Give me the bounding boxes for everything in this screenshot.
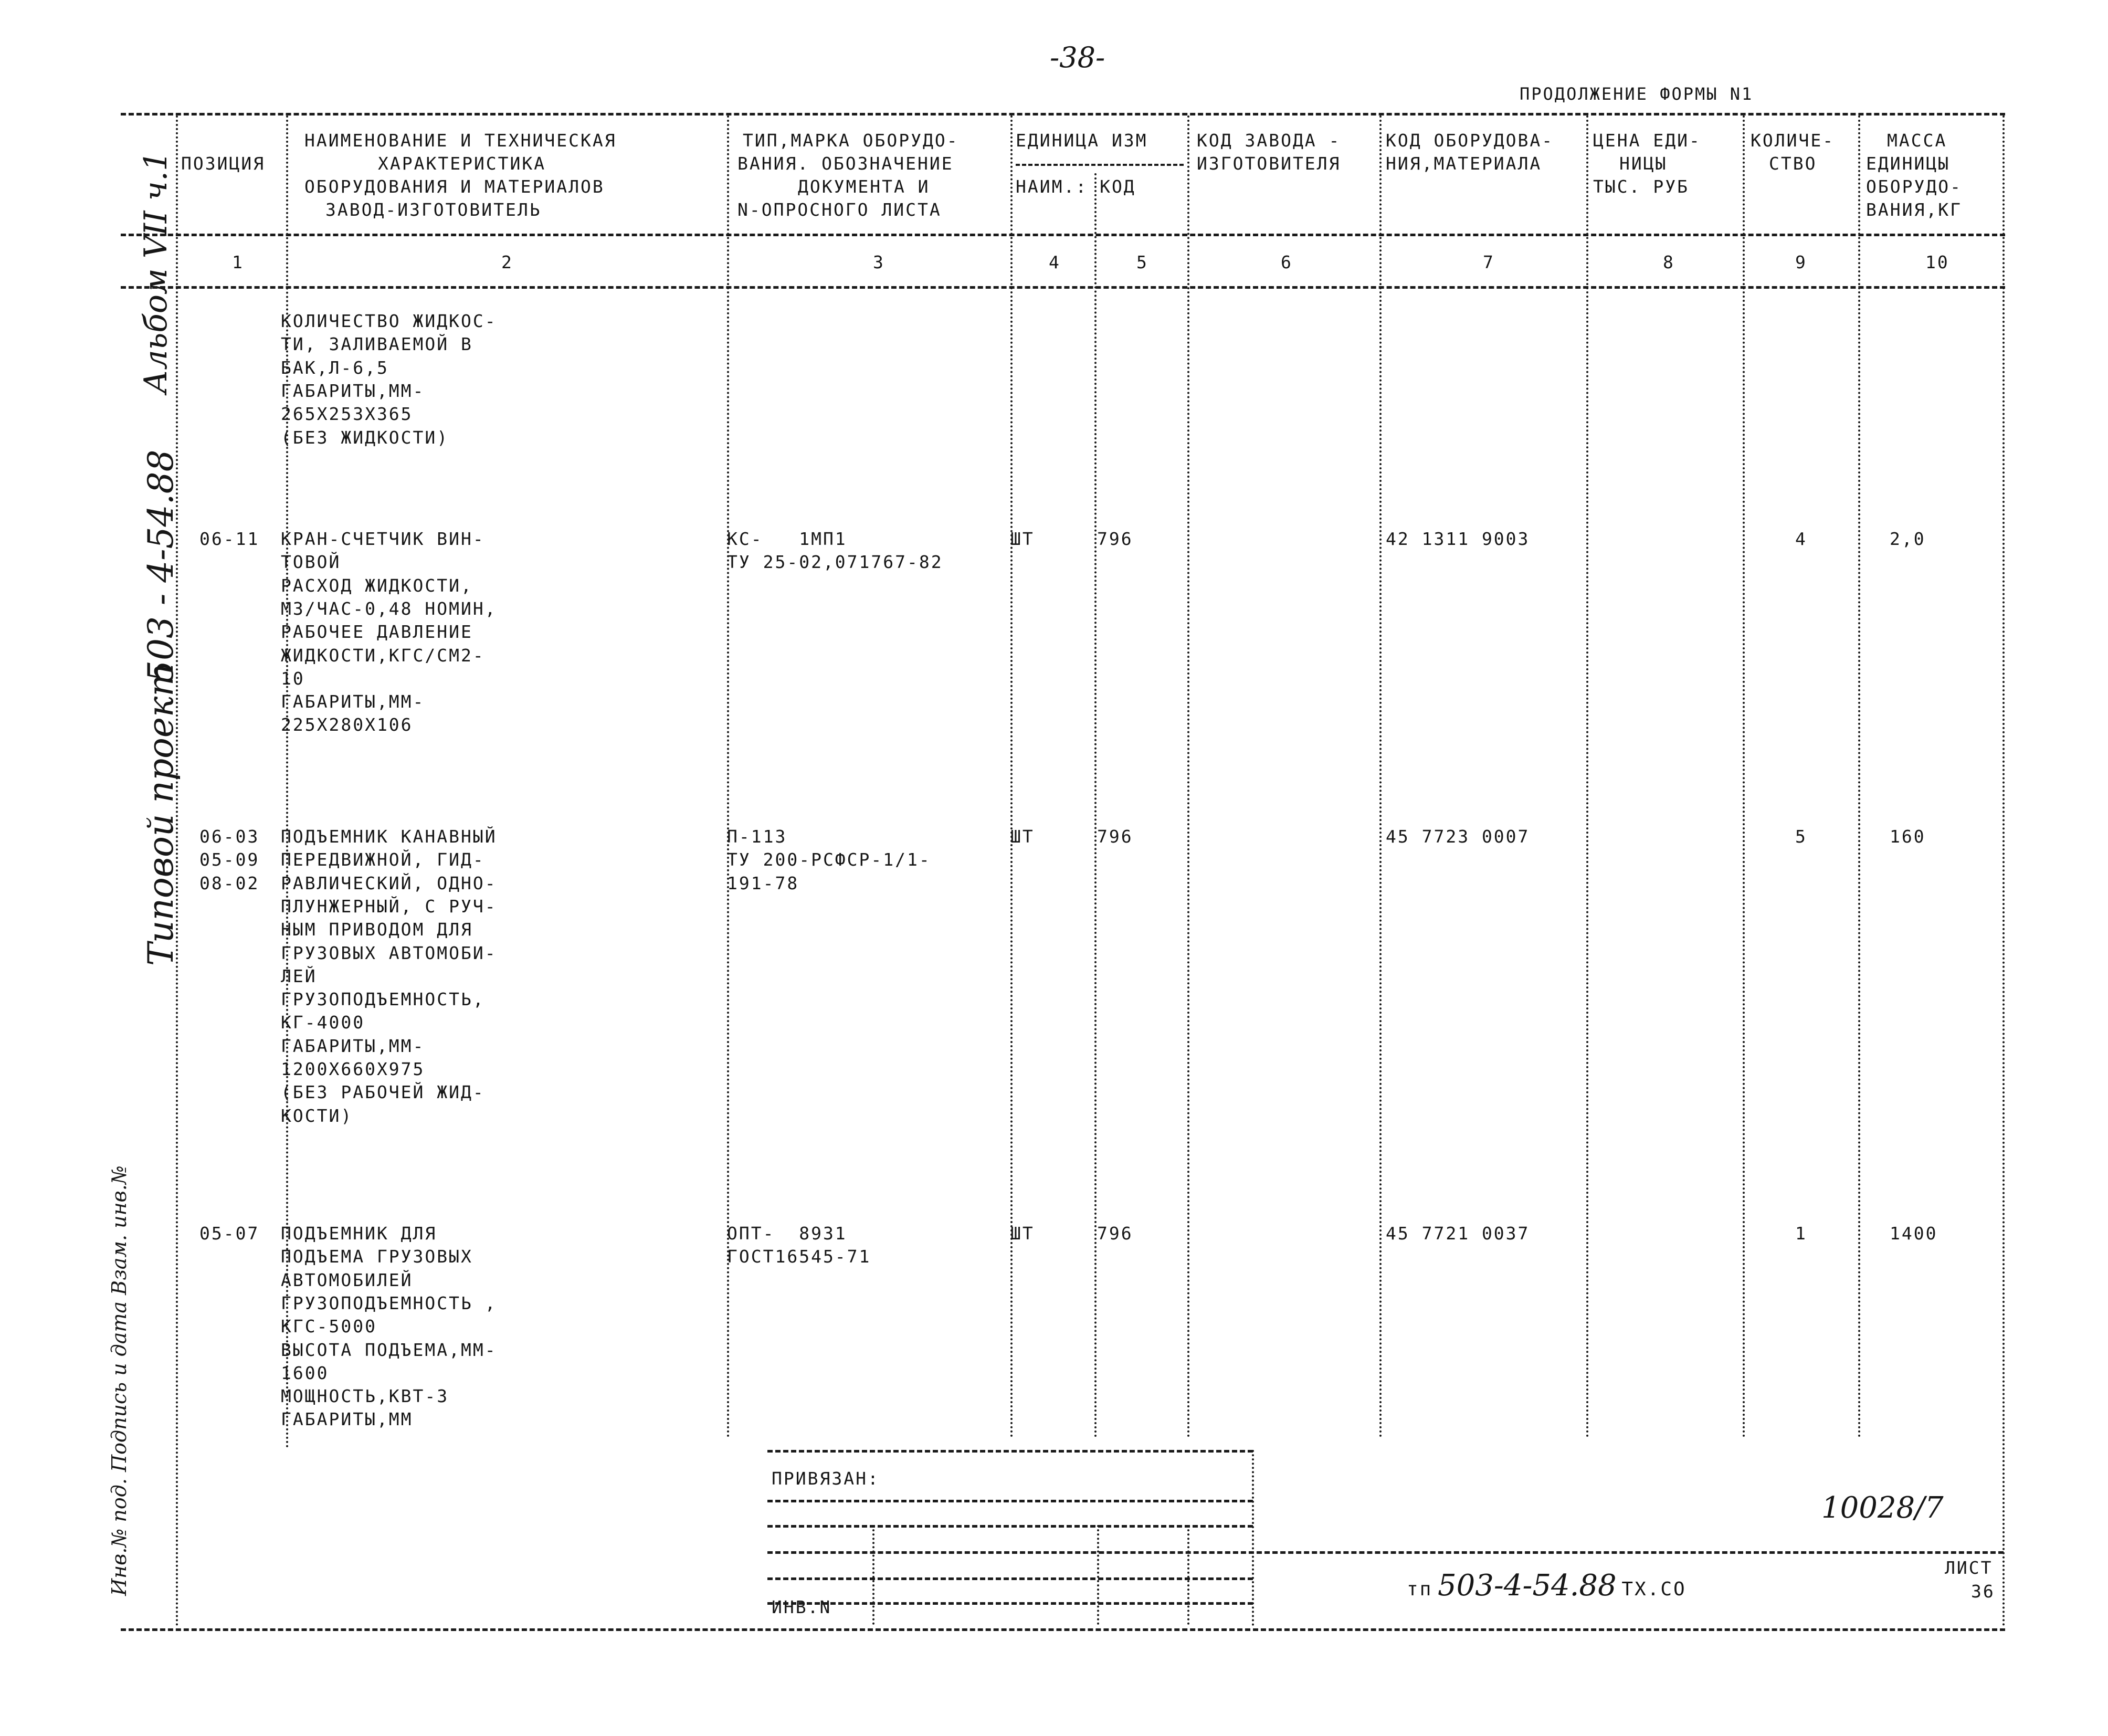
col-number-8: 8 — [1663, 252, 1675, 272]
header-name-1: НАИМЕНОВАНИЕ И ТЕХНИЧЕСКАЯ — [304, 130, 617, 151]
item-type-line: КС- 1МП1 — [727, 529, 847, 549]
unit-name: ШТ — [1010, 826, 1035, 847]
project-code: 503 - 4-54.88 — [141, 449, 181, 682]
header-name-2: ХАРАКТЕРИСТИКА — [378, 153, 546, 174]
inv-label: ИНВ.N — [772, 1597, 832, 1617]
col-number-10: 10 — [1925, 252, 1949, 272]
header-mass-2: ЕДИНИЦЫ — [1866, 153, 1951, 174]
position-code: 05-07 — [199, 1223, 260, 1244]
col-sep-6 — [1379, 115, 1382, 1438]
item-description-line: ВЫСОТА ПОДЪЕМА,ММ- — [281, 1339, 497, 1360]
item-type-line: 191-78 — [727, 872, 799, 893]
table-bottom-rule — [121, 1628, 2005, 1631]
table-top-rule — [121, 113, 2005, 115]
item-description-line: (БЕЗ ЖИДКОСТИ) — [281, 427, 449, 448]
col-sep-0 — [176, 115, 178, 1627]
col-sep-7 — [1586, 115, 1588, 1438]
header-qty-2: СТВО — [1769, 153, 1817, 174]
equipment-code: 45 7723 0007 — [1386, 826, 1530, 847]
quantity: 4 — [1795, 529, 1807, 549]
album-label: Альбом VII ч.1 — [138, 151, 174, 394]
stamp-rule-6 — [767, 1602, 1253, 1605]
header-factory-code-2: ИЗГОТОВИТЕЛЯ — [1197, 153, 1341, 174]
header-position: ПОЗИЦИЯ — [181, 153, 266, 174]
document-number: 10028/7 — [1821, 1491, 1944, 1525]
header-bottom-rule — [121, 234, 2005, 236]
equipment-code: 45 7721 0037 — [1386, 1223, 1530, 1244]
column-numbers-rule — [121, 286, 2005, 289]
item-description-line: АВТОМОБИЛЕЙ — [281, 1269, 413, 1290]
project-doc-code — [1407, 1569, 1687, 1603]
item-description-line: КРАН-СЧЕТЧИК ВИН- — [281, 529, 485, 549]
stamp-sep-a — [872, 1525, 874, 1625]
stamp-sep-d — [1252, 1450, 1254, 1626]
item-description-line: ПОДЪЕМНИК КАНАВНЫЙ — [281, 826, 497, 847]
stamp-rule-5 — [767, 1577, 1253, 1580]
col-number-3: 3 — [873, 252, 885, 272]
item-description-line: РАСХОД ЖИДКОСТИ, — [281, 575, 473, 596]
header-unit-2: НАИМ.: КОД — [1016, 176, 1136, 197]
item-description-line: ПЛУНЖЕРНЫЙ, С РУЧ- — [281, 896, 497, 917]
item-description-line: 1600 — [281, 1362, 329, 1383]
col-number-2: 2 — [501, 252, 513, 272]
item-description-line: ГАБАРИТЫ,ММ — [281, 1409, 413, 1430]
header-unit-1: ЕДИНИЦА ИЗМ — [1016, 130, 1148, 151]
col-sep-9 — [1858, 115, 1860, 1438]
header-equip-code-2: НИЯ,МАТЕРИАЛА — [1386, 153, 1542, 174]
unit-code: 796 — [1097, 826, 1133, 847]
item-description-line: М3/ЧАС-0,48 НОМИН, — [281, 598, 497, 619]
item-description-line: (БЕЗ РАБОЧЕЙ ЖИД- — [281, 1082, 485, 1103]
unit-name: ШТ — [1010, 1223, 1035, 1244]
item-description-line: НЫМ ПРИВОДОМ ДЛЯ — [281, 919, 473, 940]
item-description-line: 265Х253Х365 — [281, 404, 413, 425]
item-description-line: ПОДЪЕМНИК ДЛЯ — [281, 1223, 437, 1244]
header-unit-rule — [1016, 164, 1184, 166]
item-description-line: 225Х280Х106 — [281, 714, 413, 735]
header-type-2: ВАНИЯ. ОБОЗНАЧЕНИЕ — [737, 153, 954, 174]
item-type-line: ГОСТ16545-71 — [727, 1246, 871, 1267]
col-number-4: 4 — [1049, 252, 1061, 272]
header-type-3: ДОКУМЕНТА И — [798, 176, 930, 197]
equipment-code: 42 1311 9003 — [1386, 529, 1530, 549]
unit-code: 796 — [1097, 529, 1133, 549]
col-number-9: 9 — [1795, 252, 1807, 272]
quantity: 5 — [1795, 826, 1807, 847]
doc-code-prefix: тп — [1407, 1579, 1433, 1600]
item-description-line: 1200Х660Х975 — [281, 1059, 425, 1079]
item-description-line: ГАБАРИТЫ,ММ- — [281, 380, 425, 401]
stamp-rule-4 — [767, 1551, 2004, 1554]
item-description-line: ПОДЪЕМА ГРУЗОВЫХ — [281, 1246, 473, 1267]
item-description-line: МОЩНОСТЬ,КВТ-3 — [281, 1386, 449, 1407]
project-label: Типовой проект — [141, 664, 181, 966]
continuation-label: ПРОДОЛЖЕНИЕ ФОРМЫ N1 — [1520, 84, 1754, 104]
item-description-line: ГРУЗОВЫХ АВТОМОБИ- — [281, 942, 497, 963]
stamp-sep-b — [1097, 1525, 1099, 1625]
stamp-rule-top — [767, 1450, 1253, 1453]
header-mass-4: ВАНИЯ,КГ — [1866, 199, 1962, 220]
item-description-line: ТОВОЙ — [281, 552, 341, 573]
item-description-line: 10 — [281, 668, 305, 689]
item-description-line: ЛЕЙ — [281, 965, 317, 986]
header-price-2: НИЦЫ — [1619, 153, 1668, 174]
col-number-7: 7 — [1483, 252, 1495, 272]
header-factory-code-1: КОД ЗАВОДА - — [1197, 130, 1341, 151]
sheet-label: ЛИСТ — [1945, 1558, 1993, 1578]
page-number: -38- — [1050, 41, 1105, 74]
unit-mass: 1400 — [1890, 1223, 1938, 1244]
header-type-1: ТИП,МАРКА ОБОРУДО- — [743, 130, 959, 151]
item-type-line: ТУ 200-РСФСР-1/1- — [727, 849, 931, 870]
position-code: 06-03 — [199, 826, 260, 847]
item-description-line: КОЛИЧЕСТВО ЖИДКОС- — [281, 311, 497, 331]
unit-mass: 2,0 — [1890, 529, 1926, 549]
col-number-6: 6 — [1281, 252, 1293, 272]
doc-code-hand: 503-4-54.88 — [1438, 1569, 1617, 1603]
item-description-line: КОСТИ) — [281, 1105, 353, 1126]
stamp-rule-3 — [767, 1525, 1253, 1528]
item-description-line: ПЕРЕДВИЖНОЙ, ГИД- — [281, 849, 485, 870]
col-sep-8 — [1743, 115, 1745, 1438]
header-price-3: ТЫС. РУБ — [1593, 176, 1689, 197]
item-description-line: БАК,Л-6,5 — [281, 357, 389, 378]
item-description-line: ГАБАРИТЫ,ММ- — [281, 691, 425, 712]
header-equip-code-1: КОД ОБОРУДОВА- — [1386, 130, 1554, 151]
header-name-3: ОБОРУДОВАНИЯ И МАТЕРИАЛОВ — [304, 176, 605, 197]
unit-mass: 160 — [1890, 826, 1926, 847]
item-description-line: ЖИДКОСТИ,КГС/СМ2- — [281, 645, 485, 666]
item-type-line: П-113 — [727, 826, 787, 847]
header-price-1: ЦЕНА ЕДИ- — [1593, 130, 1701, 151]
stamp-rule-2 — [767, 1500, 1253, 1502]
sheet-number: 36 — [1971, 1581, 1995, 1602]
col-sep-5 — [1187, 115, 1189, 1438]
col-sep-4 — [1094, 173, 1097, 1438]
item-description-line: РАБОЧЕЕ ДАВЛЕНИЕ — [281, 622, 473, 643]
header-mass-3: ОБОРУДО- — [1866, 176, 1962, 197]
position-code: 08-02 — [199, 872, 260, 893]
item-description-line: ТИ, ЗАЛИВАЕМОЙ В — [281, 334, 473, 355]
item-description-line: РАВЛИЧЕСКИЙ, ОДНО- — [281, 872, 497, 893]
item-description-line: ГРУЗОПОДЪЕМНОСТЬ , — [281, 1292, 497, 1313]
unit-code: 796 — [1097, 1223, 1133, 1244]
item-type-line: ТУ 25-02,071767-82 — [727, 552, 943, 573]
quantity: 1 — [1795, 1223, 1807, 1244]
header-type-4: N-ОПРОСНОГО ЛИСТА — [737, 199, 942, 220]
item-description-line: КГС-5000 — [281, 1316, 377, 1337]
item-description-line: ГАБАРИТЫ,ММ- — [281, 1035, 425, 1056]
header-name-4: ЗАВОД-ИЗГОТОВИТЕЛЬ — [325, 199, 542, 220]
position-code: 05-09 — [199, 849, 260, 870]
doc-code-suffix: ТХ.СО — [1621, 1579, 1687, 1600]
col-sep-10 — [2002, 115, 2005, 1627]
position-code: 06-11 — [199, 529, 260, 549]
stamp-sep-c — [1187, 1525, 1189, 1625]
header-mass-1: МАССА — [1887, 130, 1947, 151]
col-number-1: 1 — [232, 252, 244, 272]
approval-stamp-label: Инв.№ под. Подпись и дата Взам. инв.№ — [108, 1165, 131, 1596]
header-qty-1: КОЛИЧЕ- — [1751, 130, 1835, 151]
unit-name: ШТ — [1010, 529, 1035, 549]
item-type-line: ОПТ- 8931 — [727, 1223, 847, 1244]
item-description-line: КГ-4000 — [281, 1012, 365, 1033]
item-description-line: ГРУЗОПОДЪЕМНОСТЬ, — [281, 989, 485, 1010]
privyazan-label: ПРИВЯЗАН: — [772, 1468, 880, 1489]
col-number-5: 5 — [1136, 252, 1148, 272]
